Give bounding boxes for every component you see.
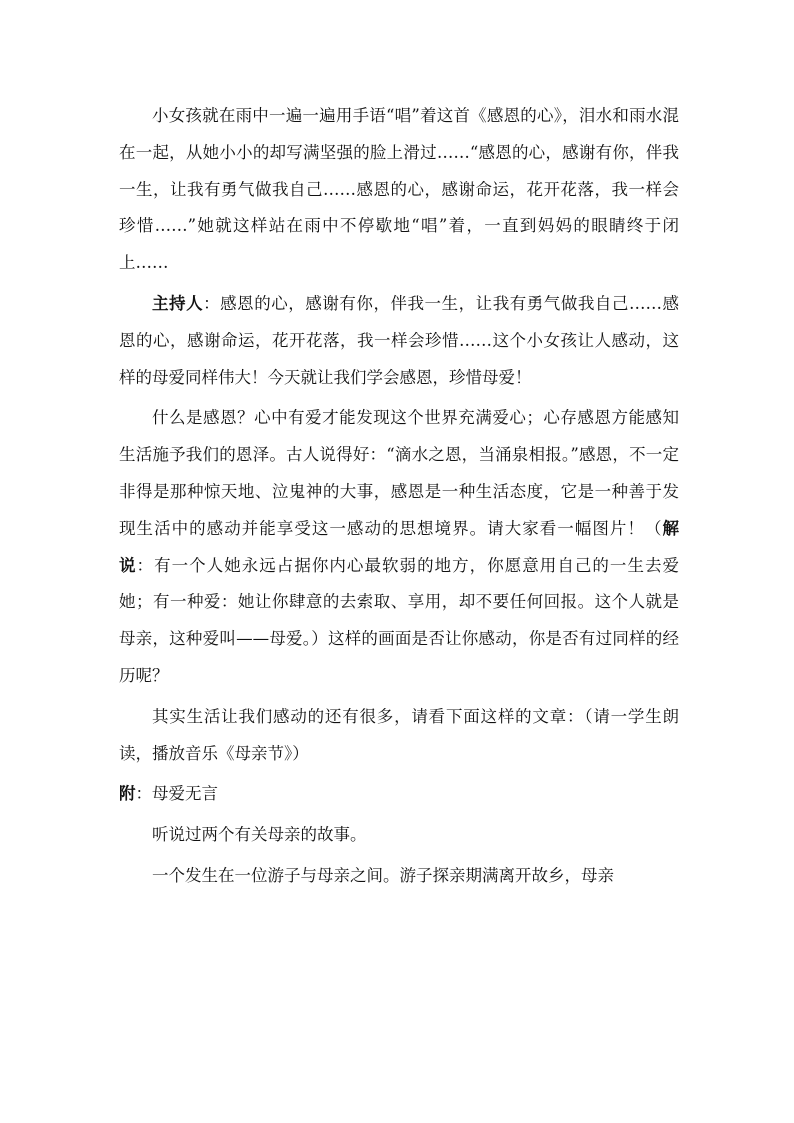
speaker-label-host: 主持人 xyxy=(152,293,204,313)
paragraph-text: 听说过两个有关母亲的故事。 xyxy=(152,825,367,845)
appendix-title: ：母爱无言 xyxy=(135,784,218,804)
narration-label: 解说 xyxy=(119,518,679,575)
paragraph-reading-instruction xyxy=(119,699,679,773)
paragraph-text: 小女孩就在雨中一遍一遍用手语“唱”着这首《感恩的心》，泪水和雨水混在一起，从她小小的却写满坚强的脸上滑过……“感恩的心，感谢有你，伴我一生，让我有勇气做我自己……感恩的心，感谢命运，花开花落，我一样会珍惜……”她就这样站在雨中不停歇地“唱”着，一直到妈妈的眼睛终于闭上…… xyxy=(119,106,679,273)
paragraph-text: 其实生活让我们感动的还有很多，请看下面这样的文章：（请一学生朗读，播放音乐《母亲节》） xyxy=(119,706,679,763)
paragraph-host-speech xyxy=(119,286,679,396)
paragraph-story-ending xyxy=(119,98,679,282)
paragraph-text: 一个发生在一位游子与母亲之间。游子探亲期满离开故乡，母亲 xyxy=(152,865,614,885)
paragraph-what-is-gratitude xyxy=(119,400,679,694)
paragraph-appendix-title xyxy=(119,776,679,813)
appendix-label: 附 xyxy=(119,784,136,804)
paragraph-text-before: 什么是感恩？心中有爱才能发现这个世界充满爱心；心存感恩方能感知生活施予我们的恩泽。古人说得好：“滴水之恩，当涌泉相报。”感恩，不一定非得是那种惊天地、泣鬼神的大事，感恩是一种生活态度，它是一种善于发现生活中的感动并能享受这一感动的思想境界。请大家看一幅图片！（ xyxy=(119,408,679,538)
paragraph-first-story xyxy=(119,858,679,895)
paragraph-text: ：感恩的心，感谢有你，伴我一生，让我有勇气做我自己……感恩的心，感谢命运，花开花落，我一样会珍惜……这个小女孩让人感动，这样的母爱同样伟大！今天就让我们学会感恩，珍惜母爱！ xyxy=(119,293,680,387)
paragraph-two-stories xyxy=(119,817,679,854)
document-body xyxy=(119,98,679,899)
paragraph-text-after: ：有一个人她永远占据你内心最软弱的地方，你愿意用自己的一生去爱她；有一种爱：她让你肆意的去索取、享用，却不要任何回报。这个人就是母亲，这种爱叫——母爱。）这样的画面是否让你感动，你是否有过同样的经历呢？ xyxy=(119,555,680,685)
